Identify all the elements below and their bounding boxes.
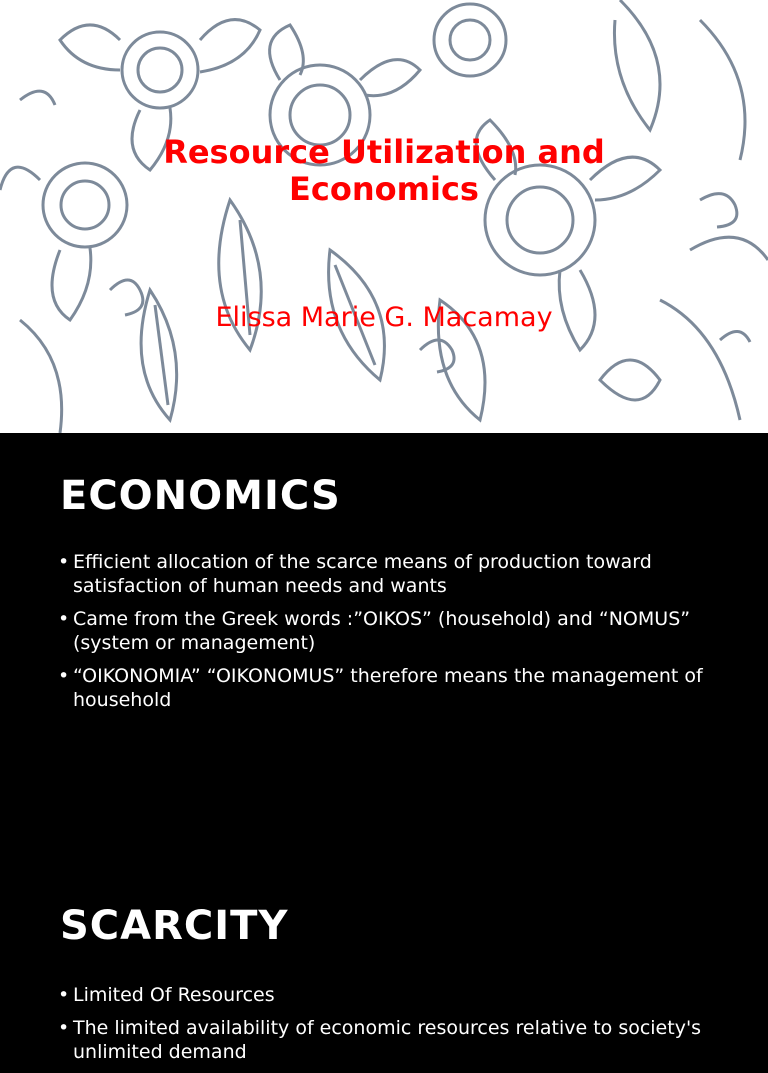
bullet-list bbox=[58, 983, 718, 1073]
title-slide bbox=[0, 0, 768, 433]
scarcity-slide bbox=[0, 833, 768, 1063]
slide-heading: SCARCITY bbox=[60, 903, 289, 949]
list-item: • Came from the Greek words :”OIKOS” (household) and “NOMUS” (system or management) bbox=[58, 607, 718, 655]
author-name: Elissa Marie G. Macamay bbox=[215, 302, 553, 333]
bullet-list bbox=[58, 550, 718, 721]
presentation-title: Resource Utilization and Economics bbox=[163, 133, 605, 208]
economics-slide bbox=[0, 433, 768, 833]
slide-heading: ECONOMICS bbox=[60, 473, 341, 519]
floral-pattern-background bbox=[0, 0, 768, 433]
list-item: • The limited availability of economic resources relative to society's unlimited demand bbox=[58, 1016, 718, 1064]
list-item: • “OIKONOMIA” “OIKONOMUS” therefore means the management of household bbox=[58, 664, 718, 712]
list-item: • Limited Of Resources bbox=[58, 983, 718, 1007]
list-item: • Efficient allocation of the scarce means of production toward satisfaction of human needs and wants bbox=[58, 550, 718, 598]
